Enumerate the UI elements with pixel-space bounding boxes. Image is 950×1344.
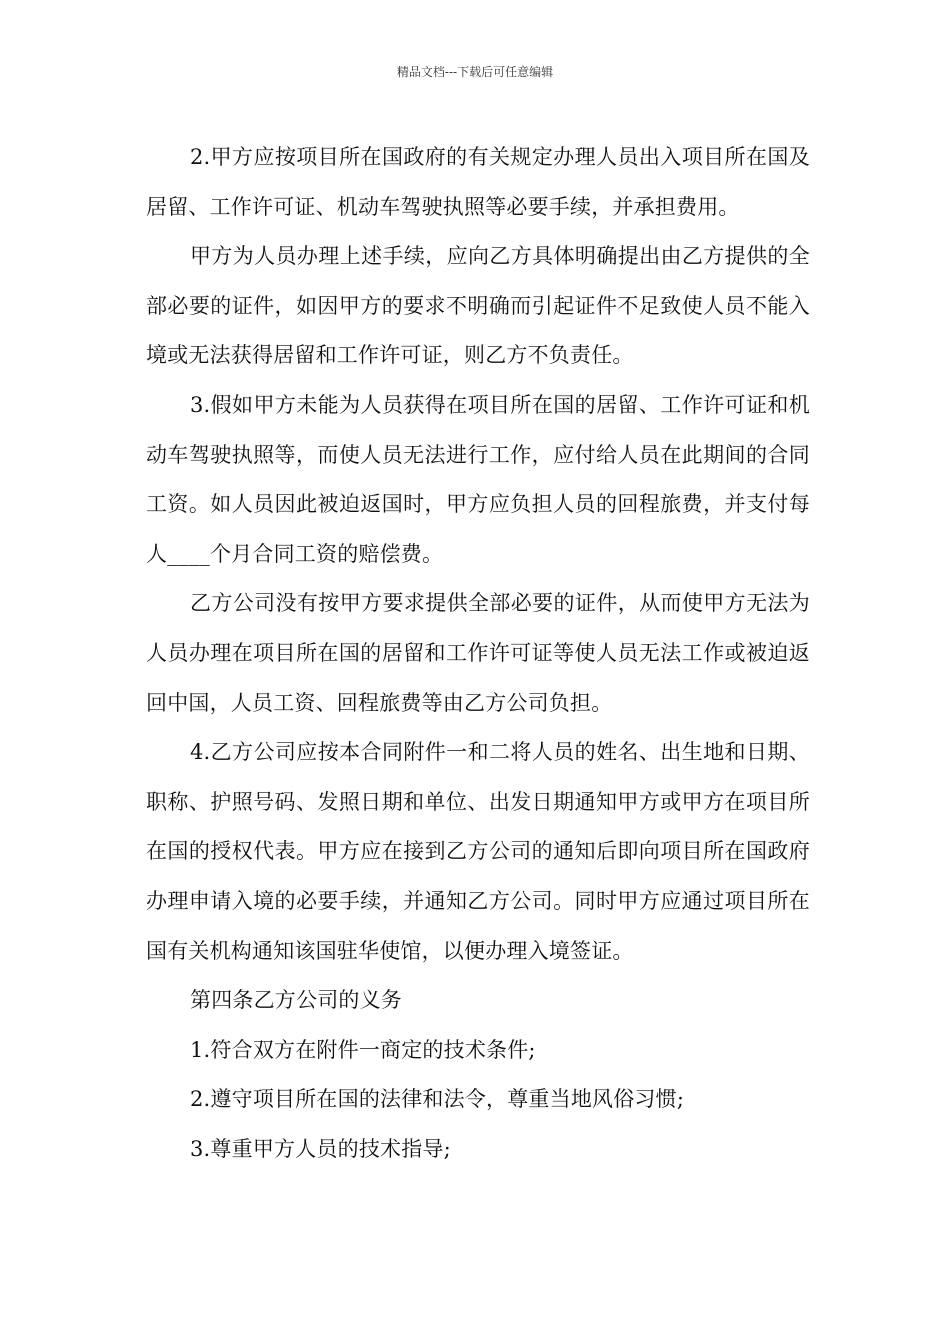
section-heading-article-4: 第四条乙方公司的义务 [190,988,402,1013]
list-item-obligation-1: 1.符合双方在附件一商定的技术条件; [190,1037,536,1062]
paragraph-documents: 甲方为人员办理上述手续，应向乙方具体明确提出由乙方提供的全部必要的证件，如因甲方的要求不明确而引起证件不足致使人员不能入境或无法获得居留和工作许可证，则乙方不负责任。 [146,244,810,368]
paragraph-clause-4: 4.乙方公司应按本合同附件一和二将人员的姓名、出生地和日期、职称、护照号码、发照日期和单位、出发日期通知甲方或甲方在项目所在国的授权代表。甲方应在接到乙方公司的通知后即向项目所在国政府办理申请入境的必要手续，并通知乙方公司。同时甲方应通过项目所在国有关机构通知该国驻华使馆，以便办理入境签证。 [146,740,810,963]
paragraph-clause-2: 2.甲方应按项目所在国政府的有关规定办理人员出入项目所在国及居留、工作许可证、机动车驾驶执照等必要手续，并承担费用。 [146,145,810,219]
page-header: 精品文档---下载后可任意编辑 [396,65,554,79]
paragraph-party-b-liability: 乙方公司没有按甲方要求提供全部必要的证件，从而使甲方无法为人员办理在项目所在国的居留和工作许可证等使人员无法工作或被迫返回中国，人员工资、回程旅费等由乙方公司负担。 [146,591,810,715]
list-item-obligation-3: 3.尊重甲方人员的技术指导; [190,1136,451,1161]
paragraph-clause-3: 3.假如甲方未能为人员获得在项目所在国的居留、工作许可证和机动车驾驶执照等，而使人员无法进行工作，应付给人员在此期间的合同工资。如人员因此被迫返国时，甲方应负担人员的回程旅费，并支付每人____个月合同工资的赔偿费。 [146,392,810,566]
document-body [146,133,810,1174]
list-item-obligation-2: 2.遵守项目所在国的法律和法令，尊重当地风俗习惯; [190,1087,685,1112]
